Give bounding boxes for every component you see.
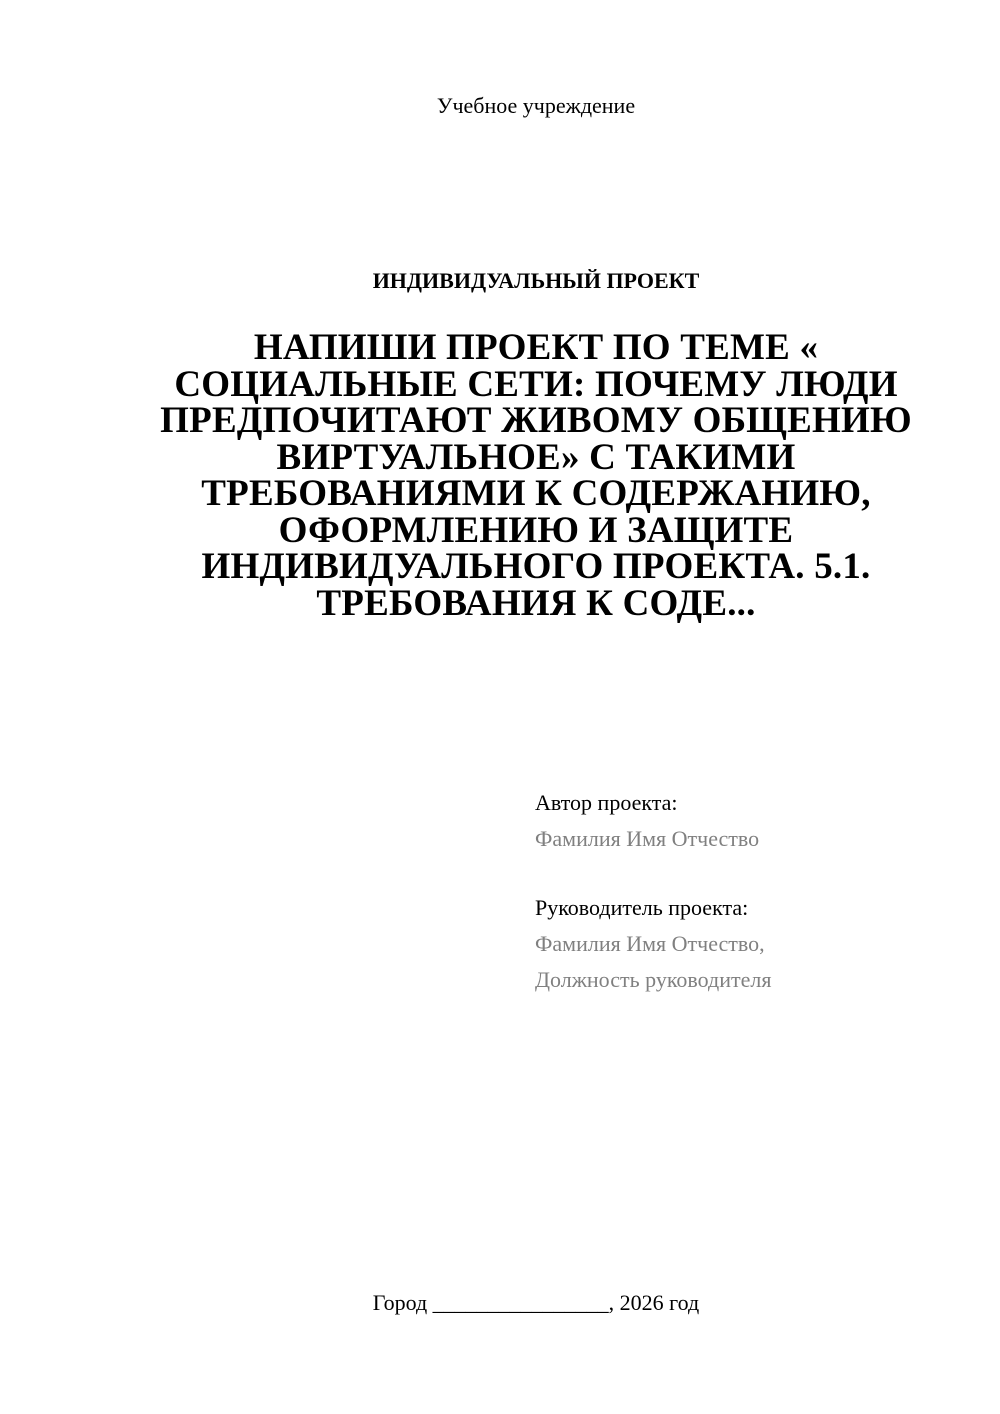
author-name: Фамилия Имя Отчество — [535, 826, 760, 851]
author-block — [535, 785, 975, 857]
city-blank: ________________ — [432, 1290, 609, 1315]
author-label: Автор проекта: — [535, 790, 678, 815]
project-title: НАПИШИ ПРОЕКТ ПО ТЕМЕ « СОЦИАЛЬНЫЕ СЕТИ: ПОЧЕМУ ЛЮДИ ПРЕДПОЧИТАЮТ ЖИВОМУ ОБЩЕНИЮ ВИРТУАЛЬНОЕ» С ТАКИМИ ТРЕБОВАНИЯМИ К СОДЕРЖАНИЮ, ОФОРМЛЕНИЮ И ЗАЩИТЕ ИНДИВИДУАЛЬНОГО ПРОЕКТА. 5.1. ТРЕБОВАНИЯ К СОДЕ... — [160, 327, 912, 624]
year-text: , 2026 год — [608, 1290, 700, 1315]
city-year-line — [0, 1288, 1000, 1318]
supervisor-block — [535, 890, 975, 998]
document-type: ИНДИВИДУАЛЬНЫЙ ПРОЕКТ — [372, 268, 700, 293]
city-label: Город — [372, 1290, 428, 1315]
supervisor-label: Руководитель проекта: — [535, 895, 749, 920]
supervisor-name: Фамилия Имя Отчество, — [535, 931, 765, 956]
institution-name: Учебное учреждение — [436, 93, 636, 118]
supervisor-position: Должность руководителя — [535, 967, 772, 992]
